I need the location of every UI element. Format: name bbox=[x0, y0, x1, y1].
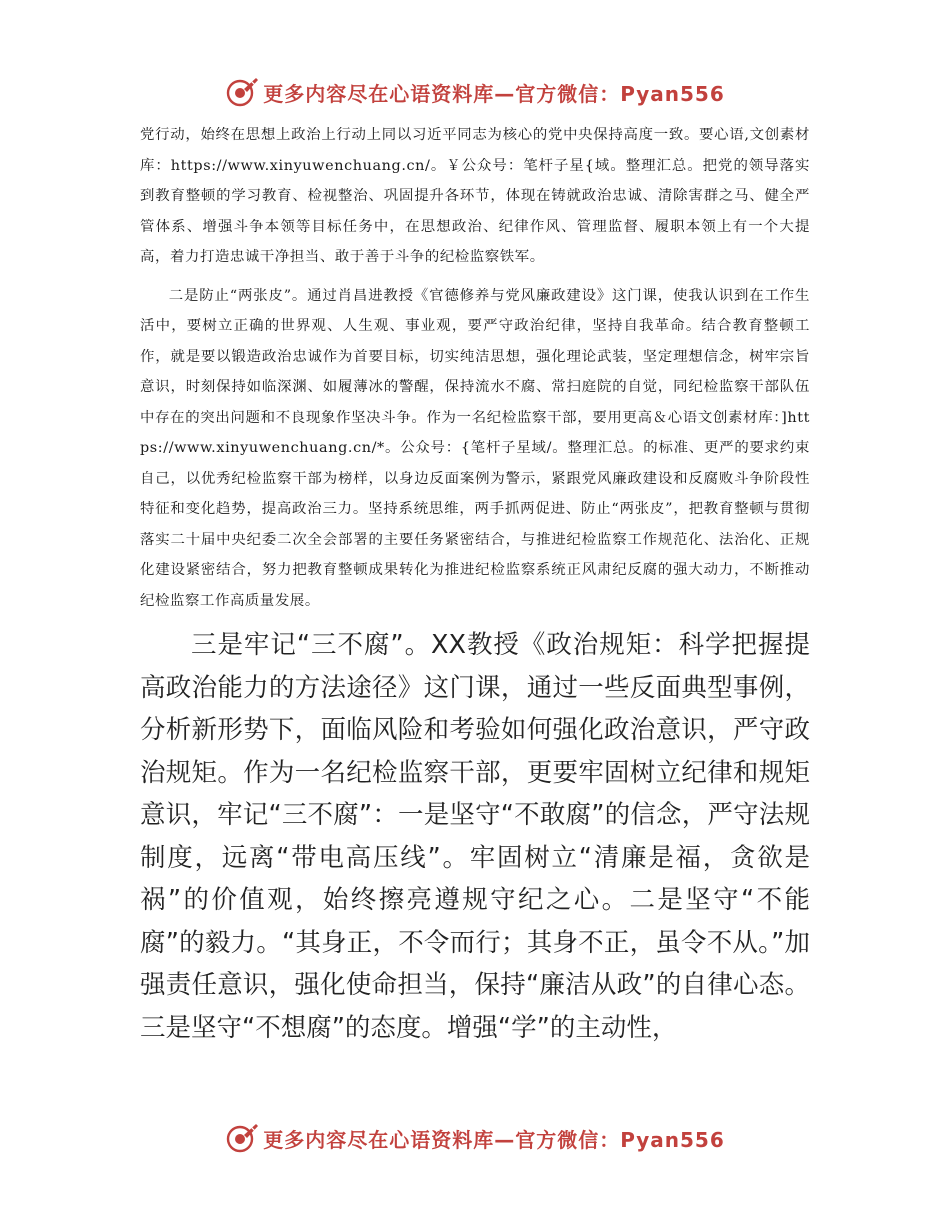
paragraph-three-remember-three-nos: 三是牢记“三不腐”。XX教授《政治规矩：科学把握提高政治能力的方法途径》这门课，通过一些反面典型事例，分析新形势下，面临风险和考验如何强化政治意识，严守政治规矩。作为一名纪检监察干部，更要牢固树立纪律和规矩意识，牢记“三不腐”：一是坚守“不敢腐”的信念，严守法规制度，远离“带电高压线”。牢固树立“清廉是福，贪欲是祸”的价值观，始终擦亮遵规守纪之心。二是坚守“不能腐”的毅力。“其身正，不令而行；其身不正，虽令不从。”加强责任意识，强化使命担当，保持“廉洁从政”的自律心态。三是坚守“不想腐”的态度。增强“学”的主动性， bbox=[140, 630, 810, 1043]
footer-watermark bbox=[0, 1118, 950, 1158]
footer-watermark-text: 更多内容尽在心语资料库—官方微信：Pyan556 bbox=[263, 1127, 725, 1152]
document-body bbox=[140, 120, 810, 1049]
paragraph-continuation: 党行动，始终在思想上政治上行动上同以习近平同志为核心的党中央保持高度一致。要心语,文创素材库：https://www.xinyuwenchuang.cn/。￥公众号：笔杆子星{域。整理汇总。把党的领导落实到教育整顿的学习教育、检视整治、巩固提升各环节，体现在铸就政治忠诚、清除害群之马、健全严管体系、增强斗争本领等目标任务中，在思想政治、纪律作风、管理监督、履职本领上有一个大提高，着力打造忠诚干净担当、敢于善于斗争的纪检监察铁军。 bbox=[140, 127, 810, 265]
header-watermark-text: 更多内容尽在心语资料库—官方微信：Pyan556 bbox=[263, 81, 725, 106]
paragraph-two-avoid-two-faces: 二是防止“两张皮”。通过肖昌进教授《官德修养与党风廉政建设》这门课，使我认识到在工作生活中，要树立正确的世界观、人生观、事业观，要严守政治纪律，坚持自我革命。结合教育整顿工作，就是要以锻造政治忠诚作为首要目标，切实纯洁思想，强化理论武装，坚定理想信念，树牢宗旨意识，时刻保持如临深渊、如履薄冰的警醒，保持流水不腐、常扫庭院的自觉，同纪检监察干部队伍中存在的突出问题和不良现象作坚决斗争。作为一名纪检监察干部，要用更高＆心语文创素材库：]https://www.xinyuwenchuang.cn/*。公众号：{笔杆子星域/。整理汇总。的标准、更严的要求约束自己，以优秀纪检监察干部为榜样，以身边反面案例为警示，紧跟党风廉政建设和反腐败斗争阶段性特征和变化趋势，提高政治三力。坚持系统思维，两手抓两促进、防止“两张皮”，把教育整顿与贯彻落实二十届中央纪委二次全会部署的主要任务紧密结合，与推进纪检监察工作规范化、法治化、正规化建设紧密结合，努力把教育整顿成果转化为推进纪检监察系统正风肃纪反腐的强大动力，不断推动纪检监察工作高质量发展。 bbox=[140, 287, 810, 609]
header-watermark bbox=[0, 72, 950, 112]
pen-nib-seal-icon bbox=[225, 1121, 259, 1155]
pen-nib-seal-icon bbox=[225, 75, 259, 109]
